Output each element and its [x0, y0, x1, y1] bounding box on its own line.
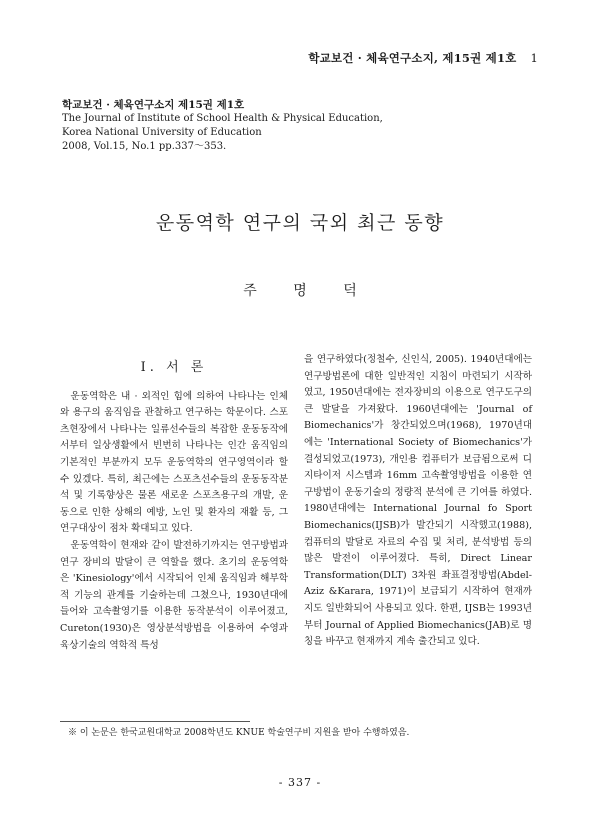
- running-head-page: 1: [530, 51, 538, 65]
- paper-title: 운동역학 연구의 국외 최근 동향: [155, 212, 445, 234]
- journal-citation: 2008, Vol.15, No.1 pp.337～353.: [62, 141, 227, 152]
- intro-paragraph-continued: 을 연구하였다(정철수, 신인식, 2005). 1940년대에는 연구방법론에 대한 일반적인 지침이 마련되기 시작하였고, 1950년대에는 전자장비의 이용으로 연구도구의 큰 발달을 가져왔다. 1960년대에는 'Journal of Biomechanics'가 창간되었으며(1968), 1970년대에는 'International Society of Biomechanics'가 결성되었고(1973), 개인용 컴퓨터가 보급됨으로써 디지타이저 시스템과 16mm 고속촬영방법을 이용한 연구방법이 운동기술의 정량적 분석에 큰 기여를 하였다. 1980년대에는 International Journal fo Sport Biomechanics(IJSB)가 발간되기 시작했고(1988), 컴퓨터의 발달로 자료의 수집 및 처리, 분석방법 등의 많은 발전이 이루어졌다. 특히, Direct Linear Transformation(DLT) 3차원 좌표결정방법(Abdel-Aziz &Karara, 1971)이 보급되기 시작하여 현재까지도 일반화되어 사용되고 있다. 한편, IJSB는 1993년부터 Journal of Applied Biomechanics(JAB)로 명칭을 바꾸고 현재까지 계속 출간되고 있다.: [304, 354, 532, 648]
- journal-korean: 학교보건 · 체육연구소지 제15권 제1호: [62, 99, 245, 111]
- journal-info: [62, 98, 383, 154]
- footnote: ※ 이 논문은 한국교원대학교 2008학년도 KNUE 학술연구비 지원을 받아 수행하였음.: [68, 728, 410, 738]
- journal-english-line1: The Journal of Institute of School Health & Physical Education,: [62, 113, 383, 124]
- right-column: [304, 352, 532, 651]
- running-head: [308, 50, 538, 66]
- footnote-rule: [60, 721, 250, 722]
- intro-paragraph-1: 운동역학은 내 · 외적인 힘에 의하여 나타나는 인체와 용구의 움직임을 관찰하고 연구하는 학문이다. 스포츠현장에서 나타나는 일류선수들의 복잡한 운동동작에서부터 일상생활에서 빈번히 나타나는 인간 움직임의 기본적인 부분까지 모두 운동역학의 연구영역이라 할 수 있겠다. 특히, 최근에는 스포츠선수들의 운동동작분석 및 기록향상은 물론 새로운 스포츠용구의 개발, 운동으로 인한 상해의 예방, 노인 및 환자의 재활 등, 그 연구대상이 점차 확대되고 있다.: [60, 390, 288, 535]
- page-number: - 337 -: [278, 776, 322, 789]
- intro-paragraph-2: 운동역학이 현재와 같이 발전하기까지는 연구방법과 연구 장비의 발달이 큰 역할을 했다. 초기의 운동역학은 'Kinesiology'에서 시작되어 인체 움직임과 해부학적 기능의 관계를 기술하는데 그쳤으나, 1930년대에 들어와 고속촬영기를 이용한 동작분석이 이루어졌고, Cureton(1930)은 영상분석방법을 이용하여 수영과 육상기술의 역학적 특성: [60, 539, 288, 651]
- left-column: [60, 352, 288, 654]
- running-head-text: 학교보건 · 체육연구소지, 제15권 제1호: [308, 51, 517, 65]
- author-name: 주 명 덕: [243, 283, 373, 299]
- journal-english-line2: Korea National University of Education: [62, 127, 262, 138]
- section-heading: Ⅰ. 서 론: [140, 360, 208, 375]
